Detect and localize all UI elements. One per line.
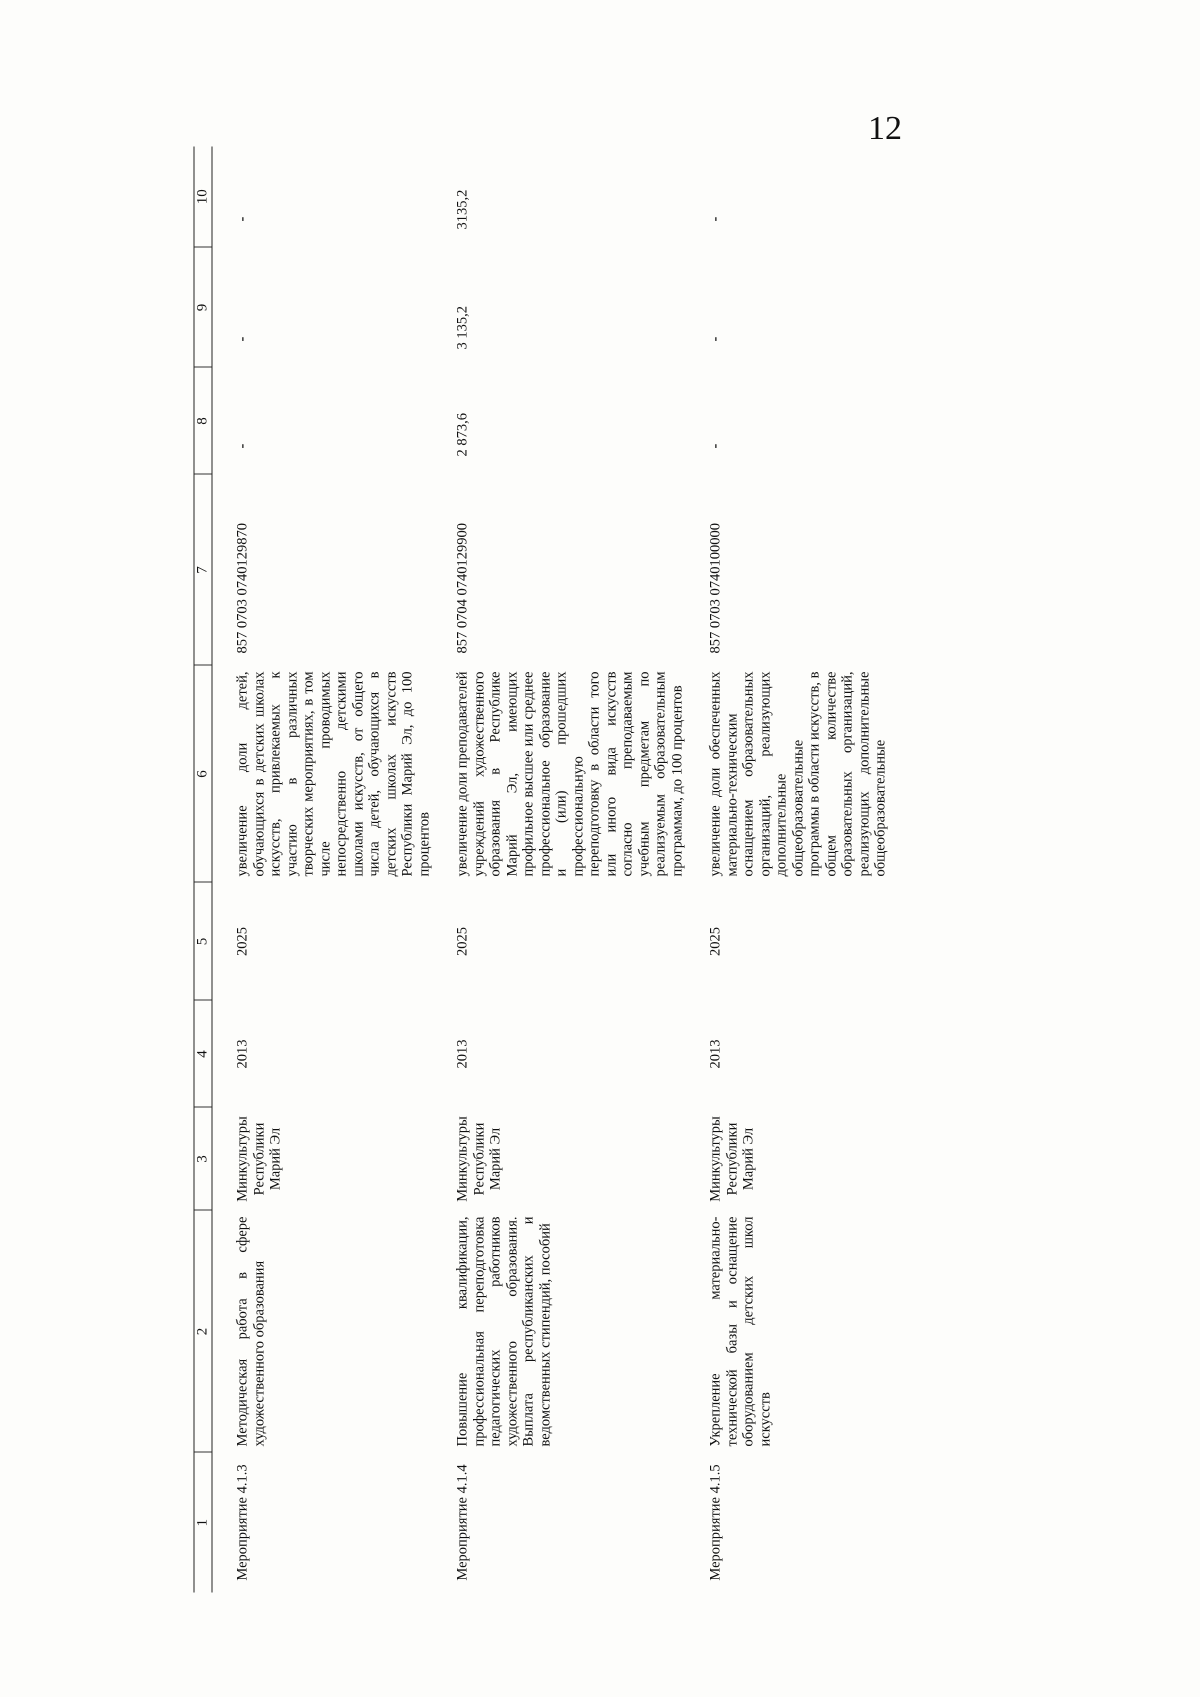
value-cell-8: - — [707, 443, 723, 448]
column-header: 9 — [194, 247, 212, 367]
result-cell: увеличение доли преподавателей учреждений художественного образования в Республике Марий Эл, имеющих профильное высшее или среднее профессиональное образование и (или) прошедших профессиональную переподготовку в области того или иного вида искусств согласно преподаваемым учебным предметам по реализуемым образовательным программам, до 100 процентов — [454, 671, 685, 876]
value-cell-9: 3 135,2 — [454, 305, 470, 349]
budget-code-cell: 857 0703 0740100000 — [707, 522, 723, 653]
value-cell-9: - — [707, 336, 723, 341]
value-cell-8: 2 873,6 — [454, 412, 470, 456]
column-header: 8 — [194, 367, 212, 474]
page-number: 12 — [868, 110, 902, 147]
budget-code-cell: 857 0704 0740129900 — [454, 522, 470, 653]
name-cell: Методическая работа в сфере художественного образования — [234, 1216, 267, 1446]
column-header: 6 — [194, 665, 212, 882]
header-row — [194, 146, 212, 1592]
column-header: 10 — [194, 146, 212, 247]
table-row — [685, 146, 897, 1592]
name-cell: Повышение квалификации, профессиональная переподготовка педагогических работников художественного образования. Выплата республиканских и ведомственных стипендий, пособий — [454, 1216, 553, 1446]
start-year-cell: 2013 — [234, 1039, 250, 1068]
value-cell-9: - — [234, 336, 250, 341]
program-measures-table — [193, 146, 897, 1592]
executor-cell: Минкультуры Республики Марий Эл — [707, 1115, 756, 1202]
executor-cell: Минкультуры Республики Марий Эл — [234, 1115, 283, 1202]
column-header: 2 — [194, 1210, 212, 1452]
column-header: 4 — [194, 1000, 212, 1107]
end-year-cell: 2025 — [707, 926, 723, 956]
result-cell: увеличение доли детей, обучающихся в детских школах искусств, привлекаемых к участию в различных творческих мероприятиях, в том числе проводимых непосредственно детскими школами искусств, от общего числа детей, обучающихся в детских школах искусств Республики Марий Эл, до 100 процентов — [234, 671, 432, 876]
start-year-cell: 2013 — [454, 1039, 470, 1068]
column-header: 1 — [194, 1452, 212, 1592]
table-row — [432, 146, 685, 1592]
value-cell-10: 3135,2 — [454, 189, 470, 229]
value-cell-10: - — [707, 216, 723, 221]
end-year-cell: 2025 — [454, 926, 470, 956]
start-year-cell: 2013 — [707, 1039, 723, 1068]
end-year-cell: 2025 — [234, 926, 250, 956]
result-cell: увеличение доли обеспеченных материально-техническим оснащением образовательных организаций, реализующих дополнительные общеобразовательные программы в области искусств, в общем количестве образовательных организаций, реализующих дополнительные общеобразовательные — [707, 671, 888, 876]
measure-cell: Мероприятие 4.1.3 — [234, 1463, 250, 1581]
budget-code-cell: 857 0703 0740129870 — [234, 522, 250, 653]
table-row — [212, 146, 433, 1592]
column-header: 5 — [194, 882, 212, 1000]
value-cell-8: - — [234, 443, 250, 448]
measure-cell: Мероприятие 4.1.5 — [707, 1463, 723, 1581]
value-cell-10: - — [234, 216, 250, 221]
executor-cell: Минкультуры Республики Марий Эл — [454, 1115, 503, 1202]
measure-cell: Мероприятие 4.1.4 — [454, 1463, 470, 1581]
column-header: 7 — [194, 474, 212, 665]
column-header: 3 — [194, 1107, 212, 1210]
name-cell: Укрепление материально-технической базы и оснащение оборудованием детских школ искусств — [707, 1216, 773, 1446]
